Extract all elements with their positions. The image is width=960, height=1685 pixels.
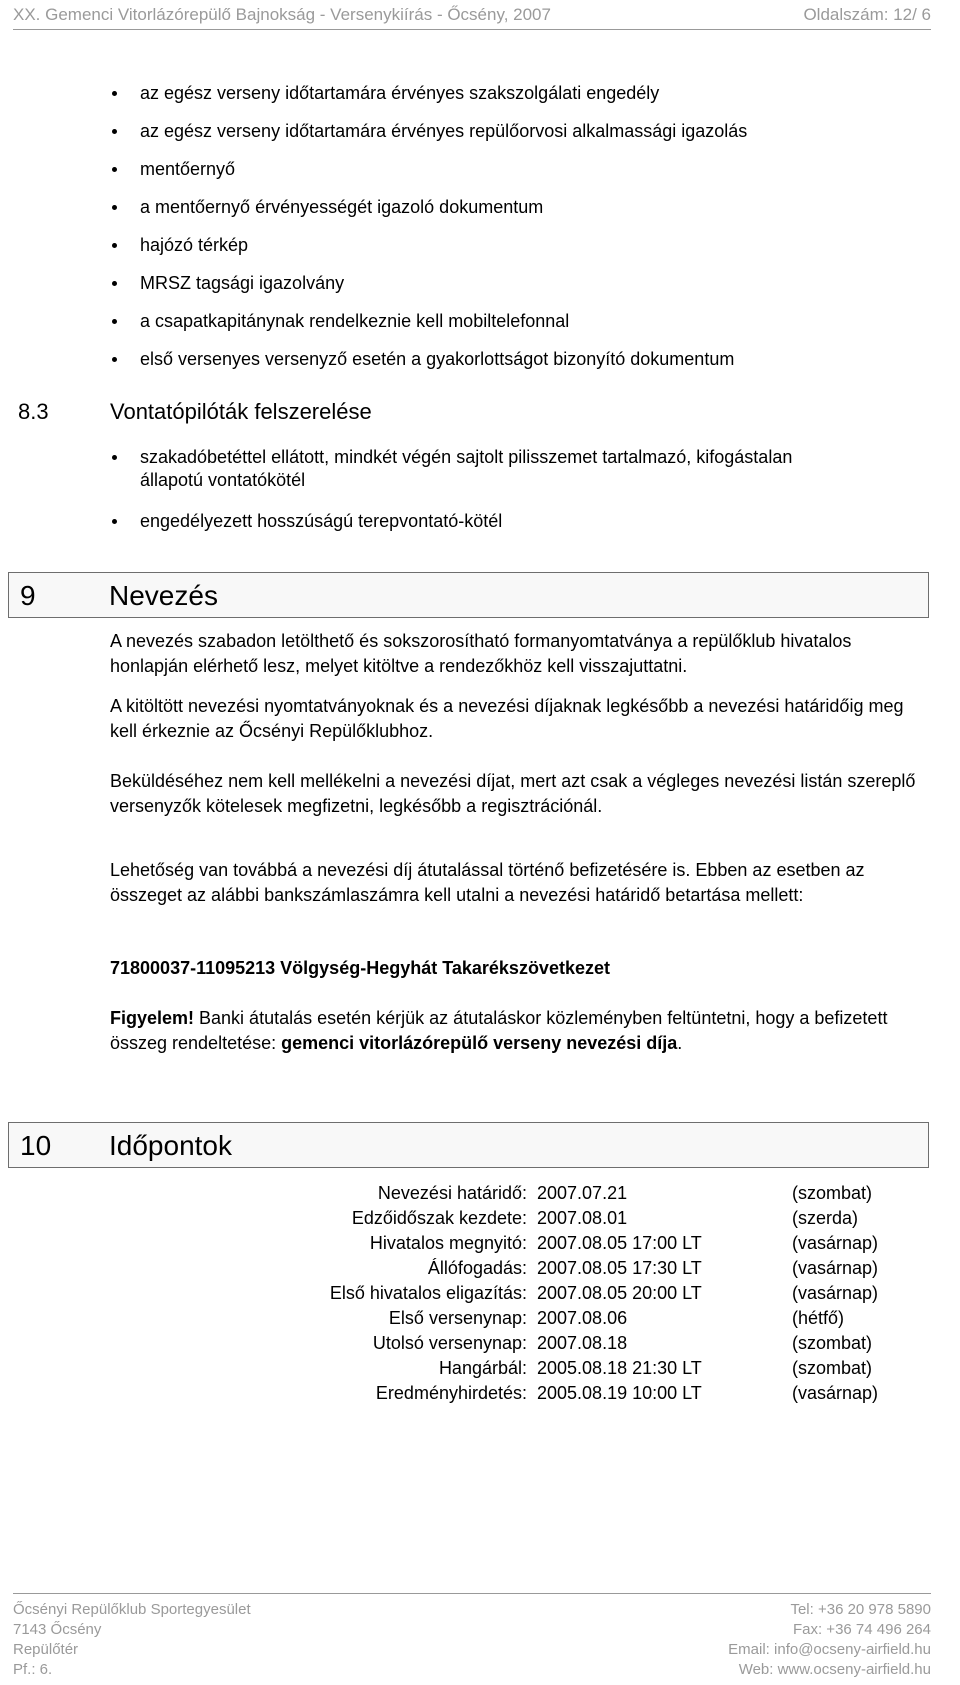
table-row: Eredményhirdetés: 2005.08.19 10:00 LT (vasárnap) [375, 1383, 879, 1403]
table-row: Hangárbál: 2005.08.18 21:30 LT (szombat) [438, 1358, 873, 1378]
list-item: MRSZ tagsági igazolvány [112, 272, 912, 295]
tow-equipment-list [112, 446, 912, 533]
bullet-icon [112, 129, 117, 134]
bullet-icon [112, 455, 117, 460]
page-number: Oldalszám: 12/ 6 [803, 5, 931, 24]
bullet-icon [112, 205, 117, 210]
table-row: Nevezési határidő: 2007.07.21 (szombat) [377, 1183, 873, 1203]
list-item: engedélyezett hosszúságú terepvontató-kötél [112, 510, 912, 533]
paragraph: A nevezés szabadon letölthető és sokszorosítható formanyomtatványa a repülőklub hivatalos honlapján elérhető lesz, melyet kitöltve a rendezőkhöz kell visszajuttatni. [110, 631, 852, 676]
list-item: szakadóbetéttel ellátott, mindkét végén sajtolt pilisszemet tartalmazó, kifogástalan állapotú vontatókötél [112, 446, 840, 492]
footer-email: Email: info@ocseny-airfield.hu [728, 1641, 931, 1658]
table-row: Első hivatalos eligazítás: 2007.08.05 20:00 LT (vasárnap) [329, 1283, 879, 1303]
table-row: Állófogadás: 2007.08.05 17:30 LT (vasárnap) [427, 1258, 879, 1278]
notice-label: Figyelem! [110, 1008, 195, 1028]
transfer-reference: gemenci vitorlázórepülő verseny nevezési díja [281, 1033, 678, 1053]
document-title: XX. Gemenci Vitorlázórepülő Bajnokság - Versenykiírás - Őcsény, 2007 [13, 5, 551, 24]
footer-phone: Tel: +36 20 978 5890 [790, 1601, 931, 1618]
table-row: Edzőidőszak kezdete: 2007.08.01 (szerda) [351, 1208, 859, 1228]
bank-account: 71800037-11095213 Völgység-Hegyhát Takarékszövetkezet [110, 958, 610, 978]
paragraph: A kitöltött nevezési nyomtatványoknak és a nevezési díjaknak legkésőbb a nevezési határidőig meg kell érkeznie az Őcsényi Repülőklubhoz. [110, 696, 904, 741]
section-number: 10 [20, 1130, 52, 1161]
subsection-title: Vontatópilóták felszerelése [110, 399, 372, 424]
bullet-icon [112, 319, 117, 324]
bullet-icon [112, 243, 117, 248]
footer-contact [728, 1600, 931, 1680]
bullet-icon [112, 281, 117, 286]
list-item: a csapatkapitánynak rendelkeznie kell mobiltelefonnal [112, 310, 912, 333]
bullet-icon [112, 167, 117, 172]
section-heading [8, 572, 929, 618]
paragraph: Lehetőség van továbbá a nevezési díj átutalással történő befizetésére is. Ebben az esetben az összeget az alábbi bankszámlaszámra kell utalni a nevezési határidő betartása mellett: [110, 860, 865, 905]
section-heading [8, 1122, 929, 1168]
section-title: Nevezés [109, 580, 218, 611]
table-row: Utolsó versenynap: 2007.08.18 (szombat) [372, 1333, 873, 1353]
section-title: Időpontok [109, 1130, 232, 1161]
footer-fax: Fax: +36 74 496 264 [792, 1621, 931, 1638]
bullet-icon [112, 357, 117, 362]
bullet-icon [112, 91, 117, 96]
list-item: az egész verseny időtartamára érvényes szakszolgálati engedély [112, 82, 912, 105]
subsection-heading [18, 399, 372, 425]
list-item: első versenyes versenyző esetén a gyakorlottságot bizonyító dokumentum [112, 348, 912, 371]
section-number: 9 [20, 580, 36, 611]
footer-web: Web: www.ocseny-airfield.hu [738, 1661, 931, 1678]
subsection-number: 8.3 [18, 399, 49, 424]
page-header [13, 3, 931, 30]
table-row: Hivatalos megnyitó: 2007.08.05 17:00 LT (vasárnap) [369, 1233, 879, 1253]
table-row: Első versenynap: 2007.08.06 (hétfő) [388, 1308, 845, 1328]
bullet-icon [112, 519, 117, 524]
schedule-table [230, 1181, 878, 1406]
list-item: az egész verseny időtartamára érvényes repülőorvosi alkalmassági igazolás [112, 120, 912, 143]
list-item: a mentőernyő érvényességét igazoló dokumentum [112, 196, 912, 219]
list-item: hajózó térkép [112, 234, 912, 257]
notice-paragraph: Figyelem! Banki átutalás esetén kérjük az átutaláskor közleményben feltüntetni, hogy a befizetett összeg rendeltetése: gemenci vitorlázórepülő verseny nevezési díja. [110, 1008, 888, 1053]
page-footer [13, 1593, 931, 1678]
list-item: mentőernyő [112, 158, 912, 181]
required-documents-list [112, 82, 912, 371]
footer-address: Őcsényi Repülőklub Sportegyesület 7143 Őcsény Repülőtér Pf.: 6. [13, 1601, 251, 1678]
paragraph: Beküldéséhez nem kell mellékelni a nevezési díjat, mert azt csak a végleges nevezési listán szereplő versenyzők kötelesek megfizetni, legkésőbb a regisztrációnál. [110, 771, 916, 816]
